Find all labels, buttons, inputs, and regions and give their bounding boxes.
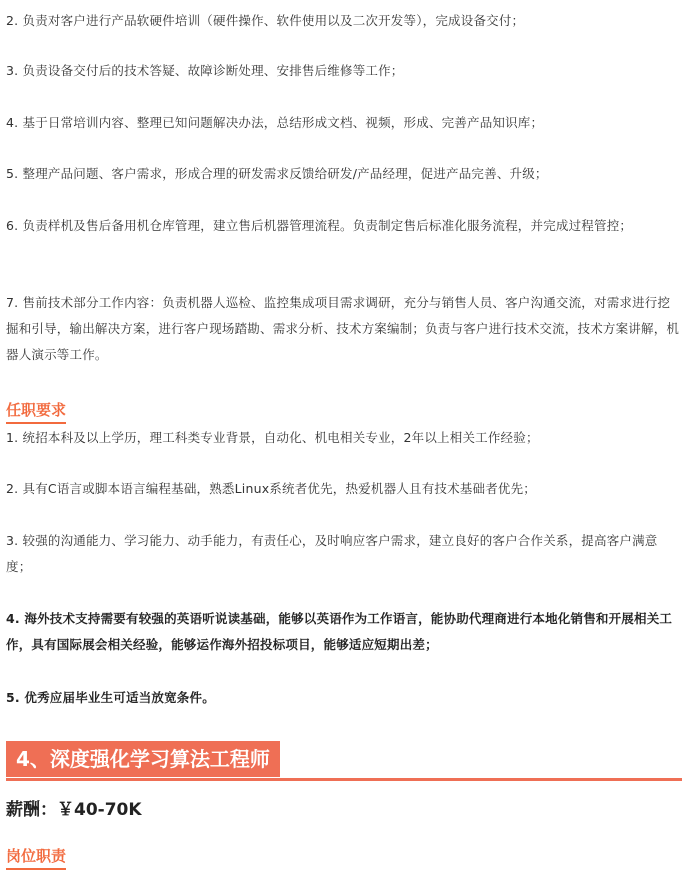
requirement-item: 1. 统招本科及以上学历，理工科类专业背景，自动化、机电相关专业，2年以上相关工作经验； (6, 430, 539, 445)
job-title-banner (6, 741, 682, 781)
responsibility-item: 7. 售前技术部分工作内容：负责机器人巡检、监控集成项目需求调研，充分与销售人员、客户沟通交流，对需求进行挖掘和引导，输出解决方案，进行客户现场踏勘、需求分析、技术方案编制；负责与客户进行技术交流，技术方案讲解，机器人演示等工作。 (6, 295, 680, 362)
responsibility-item: 3. 负责设备交付后的技术答疑、故障诊断处理、安排售后维修等工作； (6, 63, 404, 78)
banner-rule (6, 778, 682, 781)
responsibility-item: 6. 负责样机及售后备用机仓库管理，建立售后机器管理流程。负责制定售后标准化服务流程，并完成过程管控； (6, 218, 633, 233)
responsibility-item: 4. 基于日常培训内容、整理已知问题解决办法，总结形成文档、视频，形成、完善产品知识库； (6, 115, 544, 130)
requirement-item: 5. 优秀应届毕业生可适当放宽条件。 (6, 690, 215, 705)
requirements-heading (6, 400, 66, 422)
responsibility-item: 2. 负责对客户进行产品软硬件培训（硬件操作、软件使用以及二次开发等），完成设备交付； (6, 13, 525, 28)
duties-heading (6, 846, 66, 868)
requirements-heading-text: 任职要求 (6, 401, 67, 419)
salary: 薪酬：￥40-70K (6, 800, 142, 820)
heading-underline (6, 422, 66, 424)
duties-heading-text: 岗位职责 (6, 847, 67, 865)
requirement-item: 4. 海外技术支持需要有较强的英语听说读基础，能够以英语作为工作语言，能协助代理商进行本地化销售和开展相关工作，具有国际展会相关经验，能够运作海外招投标项目，能够适应短期出差； (6, 611, 673, 652)
requirement-item: 3. 较强的沟通能力、学习能力、动手能力，有责任心，及时响应客户需求，建立良好的客户合作关系，提高客户满意度； (6, 533, 658, 574)
requirement-item: 2. 具有C语言或脚本语言编程基础，熟悉Linux系统者优先，热爱机器人且有技术基础者优先； (6, 481, 537, 496)
responsibility-item: 5. 整理产品问题、客户需求，形成合理的研发需求反馈给研发/产品经理，促进产品完善、升级； (6, 166, 548, 181)
heading-underline (6, 868, 66, 870)
job-title: 4、深度强化学习算法工程师 (6, 741, 280, 777)
